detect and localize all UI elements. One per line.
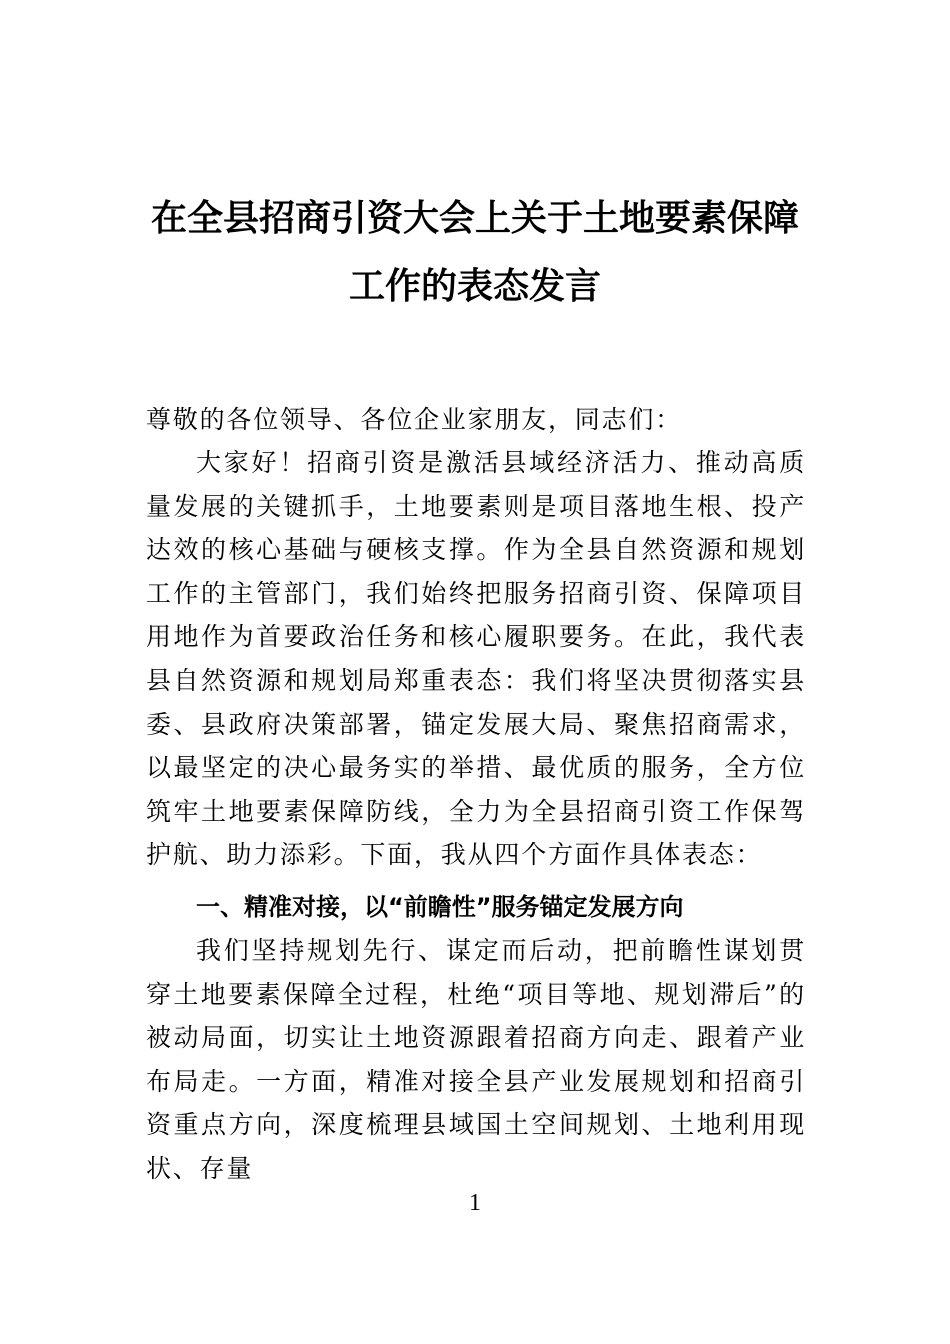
document-title-line-2: 工作的表态发言 bbox=[348, 265, 601, 307]
salutation: 尊敬的各位领导、各位企业家朋友，同志们： bbox=[146, 405, 683, 434]
paragraph-intro: 大家好！招商引资是激活县域经济活力、推动高质量发展的关键抓手，土地要素则是项目落地生根、投产达效的核心基础与硬核支撑。作为全县自然资源和规划工作的主管部门，我们始终把服务招商引资、保障项目用地作为首要政治任务和核心履职要务。在此，我代表县自然资源和规划局郑重表态：我们将坚决贯彻落实县委、县政府决策部署，锚定发展大局、聚焦招商需求，以最坚定的决心最务实的举措、最优质的服务，全方位筑牢土地要素保障防线，全力为全县招商引资工作保驾护航、助力添彩。下面，我从四个方面作具体表态： bbox=[146, 448, 806, 870]
page-number: 1 bbox=[469, 1190, 481, 1216]
paragraph-section-1: 我们坚持规划先行、谋定而后动，把前瞻性谋划贯穿土地要素保障全过程，杜绝“项目等地、规划滞后”的被动局面，切实让土地资源跟着招商方向走、跟着产业布局走。一方面，精准对接全县产业发展规划和招商引资重点方向，深度梳理县域国土空间规划、土地利用现状、存量 bbox=[146, 936, 806, 1183]
document-title-line-1: 在全县招商引资大会上关于土地要素保障 bbox=[150, 197, 799, 239]
section-heading-1: 一、精准对接，以“前瞻性”服务锚定发展方向 bbox=[196, 893, 684, 921]
